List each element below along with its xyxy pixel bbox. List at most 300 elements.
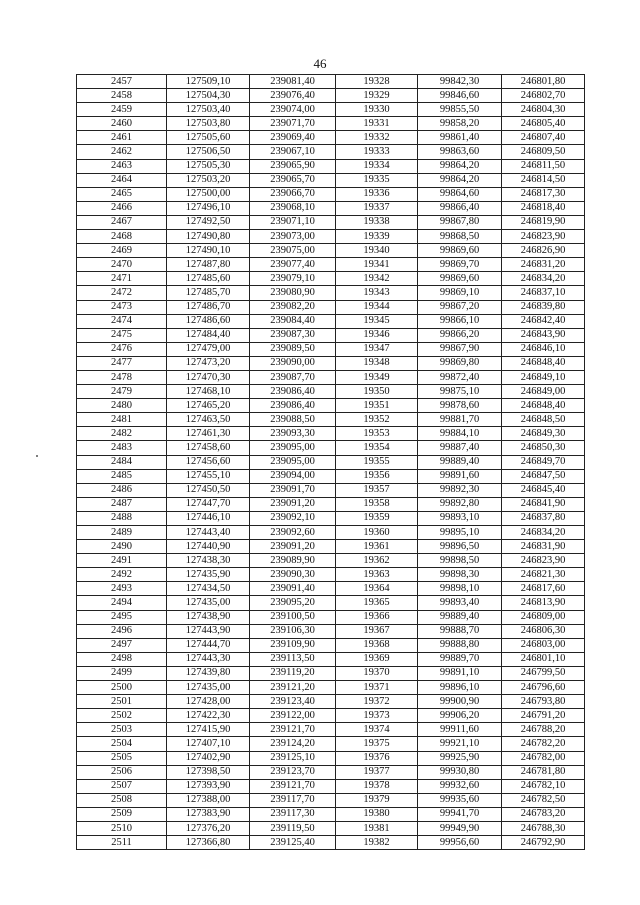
y-coordinate-b: 246850,30 [502, 441, 585, 455]
table-row [77, 666, 585, 680]
table-row [77, 201, 585, 215]
y-coordinate-a: 239109,90 [250, 638, 336, 652]
y-coordinate-a: 239095,00 [250, 441, 336, 455]
y-coordinate-b: 246849,30 [502, 427, 585, 441]
y-coordinate-a: 239086,40 [250, 385, 336, 399]
point-number-b: 19378 [336, 779, 418, 793]
x-coordinate-b: 99878,60 [418, 399, 502, 413]
x-coordinate-b: 99864,20 [418, 159, 502, 173]
y-coordinate-b: 246814,50 [502, 173, 585, 187]
y-coordinate-a: 239093,30 [250, 427, 336, 441]
x-coordinate-a: 127393,90 [167, 779, 250, 793]
y-coordinate-b: 246809,00 [502, 610, 585, 624]
x-coordinate-b: 99887,40 [418, 441, 502, 455]
x-coordinate-a: 127443,90 [167, 624, 250, 638]
x-coordinate-b: 99893,40 [418, 596, 502, 610]
x-coordinate-a: 127484,40 [167, 328, 250, 342]
y-coordinate-a: 239088,50 [250, 413, 336, 427]
x-coordinate-b: 99949,90 [418, 821, 502, 835]
point-number-b: 19331 [336, 117, 418, 131]
y-coordinate-a: 239121,70 [250, 779, 336, 793]
y-coordinate-a: 239084,40 [250, 314, 336, 328]
x-coordinate-b: 99898,50 [418, 554, 502, 568]
x-coordinate-a: 127383,90 [167, 807, 250, 821]
y-coordinate-b: 246799,50 [502, 666, 585, 680]
point-number-a: 2481 [77, 413, 167, 427]
point-number-b: 19356 [336, 469, 418, 483]
y-coordinate-a: 239091,20 [250, 540, 336, 554]
x-coordinate-b: 99956,60 [418, 836, 502, 850]
point-number-b: 19368 [336, 638, 418, 652]
y-coordinate-b: 246817,60 [502, 582, 585, 596]
point-number-a: 2466 [77, 201, 167, 215]
point-number-b: 19358 [336, 497, 418, 511]
point-number-b: 19340 [336, 244, 418, 258]
y-coordinate-b: 246841,90 [502, 497, 585, 511]
point-number-b: 19351 [336, 399, 418, 413]
point-number-a: 2491 [77, 554, 167, 568]
y-coordinate-b: 246849,70 [502, 455, 585, 469]
x-coordinate-a: 127439,80 [167, 666, 250, 680]
x-coordinate-a: 127398,50 [167, 765, 250, 779]
x-coordinate-b: 99867,90 [418, 342, 502, 356]
table-row [77, 187, 585, 201]
y-coordinate-a: 239068,10 [250, 201, 336, 215]
point-number-a: 2483 [77, 441, 167, 455]
y-coordinate-a: 239077,40 [250, 258, 336, 272]
y-coordinate-a: 239079,10 [250, 272, 336, 286]
y-coordinate-b: 246842,40 [502, 314, 585, 328]
x-coordinate-a: 127492,50 [167, 215, 250, 229]
table-row [77, 596, 585, 610]
point-number-a: 2465 [77, 187, 167, 201]
point-number-b: 19374 [336, 723, 418, 737]
table-row [77, 624, 585, 638]
x-coordinate-b: 99892,80 [418, 497, 502, 511]
x-coordinate-b: 99861,40 [418, 131, 502, 145]
y-coordinate-a: 239125,10 [250, 751, 336, 765]
y-coordinate-a: 239066,70 [250, 187, 336, 201]
y-coordinate-a: 239106,30 [250, 624, 336, 638]
table-row [77, 540, 585, 554]
y-coordinate-a: 239121,20 [250, 681, 336, 695]
point-number-a: 2495 [77, 610, 167, 624]
point-number-a: 2510 [77, 821, 167, 835]
x-coordinate-a: 127435,90 [167, 568, 250, 582]
y-coordinate-a: 239087,70 [250, 370, 336, 384]
y-coordinate-b: 246831,90 [502, 540, 585, 554]
point-number-b: 19362 [336, 554, 418, 568]
x-coordinate-b: 99889,40 [418, 455, 502, 469]
point-number-b: 19364 [336, 582, 418, 596]
x-coordinate-a: 127443,30 [167, 652, 250, 666]
y-coordinate-a: 239091,20 [250, 497, 336, 511]
table-row [77, 511, 585, 525]
x-coordinate-a: 127479,00 [167, 342, 250, 356]
y-coordinate-b: 246834,20 [502, 526, 585, 540]
point-number-a: 2470 [77, 258, 167, 272]
point-number-b: 19350 [336, 385, 418, 399]
point-number-a: 2486 [77, 483, 167, 497]
table-row [77, 765, 585, 779]
table-row [77, 342, 585, 356]
x-coordinate-a: 127388,00 [167, 793, 250, 807]
point-number-a: 2460 [77, 117, 167, 131]
point-number-a: 2473 [77, 300, 167, 314]
x-coordinate-b: 99884,10 [418, 427, 502, 441]
point-number-b: 19363 [336, 568, 418, 582]
point-number-b: 19372 [336, 695, 418, 709]
table-row [77, 751, 585, 765]
point-number-a: 2509 [77, 807, 167, 821]
y-coordinate-a: 239125,40 [250, 836, 336, 850]
x-coordinate-a: 127407,10 [167, 737, 250, 751]
table-row [77, 455, 585, 469]
point-number-a: 2508 [77, 793, 167, 807]
point-number-b: 19335 [336, 173, 418, 187]
y-coordinate-b: 246837,10 [502, 286, 585, 300]
y-coordinate-b: 246823,90 [502, 554, 585, 568]
point-number-a: 2511 [77, 836, 167, 850]
point-number-a: 2496 [77, 624, 167, 638]
y-coordinate-b: 246837,80 [502, 511, 585, 525]
point-number-b: 19379 [336, 793, 418, 807]
y-coordinate-a: 239122,00 [250, 709, 336, 723]
y-coordinate-b: 246801,80 [502, 75, 585, 89]
table-row [77, 427, 585, 441]
y-coordinate-a: 239074,00 [250, 103, 336, 117]
point-number-a: 2457 [77, 75, 167, 89]
point-number-b: 19371 [336, 681, 418, 695]
y-coordinate-a: 239071,70 [250, 117, 336, 131]
table-row [77, 793, 585, 807]
x-coordinate-b: 99891,10 [418, 666, 502, 680]
point-number-a: 2467 [77, 215, 167, 229]
y-coordinate-a: 239117,30 [250, 807, 336, 821]
y-coordinate-b: 246792,90 [502, 836, 585, 850]
y-coordinate-b: 246782,10 [502, 779, 585, 793]
point-number-a: 2477 [77, 356, 167, 370]
y-coordinate-a: 239081,40 [250, 75, 336, 89]
point-number-a: 2476 [77, 342, 167, 356]
point-number-b: 19345 [336, 314, 418, 328]
point-number-b: 19344 [336, 300, 418, 314]
y-coordinate-a: 239080,90 [250, 286, 336, 300]
coordinates-table-body [77, 75, 585, 850]
table-row [77, 469, 585, 483]
x-coordinate-a: 127415,90 [167, 723, 250, 737]
table-row [77, 681, 585, 695]
table-row [77, 244, 585, 258]
table-row [77, 117, 585, 131]
x-coordinate-b: 99867,80 [418, 215, 502, 229]
x-coordinate-b: 99935,60 [418, 793, 502, 807]
table-row [77, 145, 585, 159]
point-number-b: 19346 [336, 328, 418, 342]
x-coordinate-a: 127444,70 [167, 638, 250, 652]
y-coordinate-b: 246788,20 [502, 723, 585, 737]
x-coordinate-a: 127461,30 [167, 427, 250, 441]
point-number-a: 2501 [77, 695, 167, 709]
x-coordinate-a: 127485,60 [167, 272, 250, 286]
point-number-b: 19343 [336, 286, 418, 300]
y-coordinate-a: 239090,00 [250, 356, 336, 370]
x-coordinate-b: 99906,20 [418, 709, 502, 723]
point-number-b: 19332 [336, 131, 418, 145]
table-row [77, 314, 585, 328]
x-coordinate-a: 127485,70 [167, 286, 250, 300]
y-coordinate-a: 239119,20 [250, 666, 336, 680]
table-row [77, 399, 585, 413]
point-number-a: 2484 [77, 455, 167, 469]
point-number-b: 19369 [336, 652, 418, 666]
x-coordinate-a: 127447,70 [167, 497, 250, 511]
x-coordinate-a: 127509,10 [167, 75, 250, 89]
point-number-b: 19357 [336, 483, 418, 497]
x-coordinate-b: 99864,20 [418, 173, 502, 187]
point-number-a: 2497 [77, 638, 167, 652]
point-number-a: 2475 [77, 328, 167, 342]
table-row [77, 737, 585, 751]
x-coordinate-b: 99911,60 [418, 723, 502, 737]
x-coordinate-b: 99872,40 [418, 370, 502, 384]
x-coordinate-b: 99900,90 [418, 695, 502, 709]
table-row [77, 483, 585, 497]
y-coordinate-b: 246819,90 [502, 215, 585, 229]
y-coordinate-b: 246821,30 [502, 568, 585, 582]
x-coordinate-b: 99864,60 [418, 187, 502, 201]
y-coordinate-b: 246803,00 [502, 638, 585, 652]
y-coordinate-a: 239119,50 [250, 821, 336, 835]
table-row [77, 779, 585, 793]
point-number-b: 19333 [336, 145, 418, 159]
point-number-b: 19361 [336, 540, 418, 554]
table-row [77, 230, 585, 244]
y-coordinate-b: 246783,20 [502, 807, 585, 821]
point-number-b: 19354 [336, 441, 418, 455]
point-number-a: 2480 [77, 399, 167, 413]
table-row [77, 89, 585, 103]
table-row [77, 103, 585, 117]
x-coordinate-a: 127468,10 [167, 385, 250, 399]
point-number-a: 2494 [77, 596, 167, 610]
point-number-b: 19341 [336, 258, 418, 272]
point-number-a: 2479 [77, 385, 167, 399]
x-coordinate-a: 127470,30 [167, 370, 250, 384]
y-coordinate-a: 239071,10 [250, 215, 336, 229]
y-coordinate-b: 246791,20 [502, 709, 585, 723]
x-coordinate-a: 127490,80 [167, 230, 250, 244]
y-coordinate-a: 239091,40 [250, 582, 336, 596]
x-coordinate-a: 127473,20 [167, 356, 250, 370]
point-number-b: 19365 [336, 596, 418, 610]
y-coordinate-b: 246807,40 [502, 131, 585, 145]
table-row [77, 723, 585, 737]
point-number-a: 2493 [77, 582, 167, 596]
x-coordinate-b: 99896,10 [418, 681, 502, 695]
y-coordinate-b: 246849,10 [502, 370, 585, 384]
point-number-a: 2492 [77, 568, 167, 582]
point-number-b: 19349 [336, 370, 418, 384]
x-coordinate-a: 127503,80 [167, 117, 250, 131]
point-number-b: 19380 [336, 807, 418, 821]
table-row [77, 497, 585, 511]
y-coordinate-b: 246848,40 [502, 356, 585, 370]
y-coordinate-a: 239094,00 [250, 469, 336, 483]
point-number-a: 2499 [77, 666, 167, 680]
point-number-b: 19339 [336, 230, 418, 244]
y-coordinate-b: 246847,50 [502, 469, 585, 483]
table-row [77, 356, 585, 370]
y-coordinate-a: 239065,70 [250, 173, 336, 187]
x-coordinate-b: 99889,40 [418, 610, 502, 624]
y-coordinate-a: 239073,00 [250, 230, 336, 244]
x-coordinate-a: 127428,00 [167, 695, 250, 709]
table-row [77, 807, 585, 821]
x-coordinate-b: 99869,70 [418, 258, 502, 272]
x-coordinate-a: 127506,50 [167, 145, 250, 159]
y-coordinate-b: 246796,60 [502, 681, 585, 695]
x-coordinate-a: 127486,70 [167, 300, 250, 314]
table-row [77, 159, 585, 173]
point-number-a: 2458 [77, 89, 167, 103]
x-coordinate-a: 127422,30 [167, 709, 250, 723]
y-coordinate-b: 246818,40 [502, 201, 585, 215]
x-coordinate-a: 127463,50 [167, 413, 250, 427]
x-coordinate-b: 99888,70 [418, 624, 502, 638]
y-coordinate-b: 246826,90 [502, 244, 585, 258]
x-coordinate-b: 99866,40 [418, 201, 502, 215]
y-coordinate-b: 246781,80 [502, 765, 585, 779]
x-coordinate-a: 127505,30 [167, 159, 250, 173]
point-number-a: 2482 [77, 427, 167, 441]
y-coordinate-b: 246817,30 [502, 187, 585, 201]
margin-mark [36, 455, 38, 457]
table-row [77, 441, 585, 455]
x-coordinate-b: 99869,60 [418, 272, 502, 286]
point-number-a: 2507 [77, 779, 167, 793]
table-row [77, 215, 585, 229]
x-coordinate-a: 127458,60 [167, 441, 250, 455]
table-row [77, 568, 585, 582]
point-number-b: 19342 [336, 272, 418, 286]
y-coordinate-b: 246782,00 [502, 751, 585, 765]
x-coordinate-a: 127486,60 [167, 314, 250, 328]
x-coordinate-a: 127446,10 [167, 511, 250, 525]
x-coordinate-a: 127366,80 [167, 836, 250, 850]
x-coordinate-b: 99892,30 [418, 483, 502, 497]
x-coordinate-b: 99869,60 [418, 244, 502, 258]
x-coordinate-b: 99869,10 [418, 286, 502, 300]
table-row [77, 385, 585, 399]
y-coordinate-a: 239089,90 [250, 554, 336, 568]
table-row [77, 75, 585, 89]
x-coordinate-a: 127503,20 [167, 173, 250, 187]
point-number-a: 2504 [77, 737, 167, 751]
table-row [77, 821, 585, 835]
x-coordinate-b: 99921,10 [418, 737, 502, 751]
y-coordinate-a: 239092,60 [250, 526, 336, 540]
y-coordinate-a: 239087,30 [250, 328, 336, 342]
point-number-a: 2490 [77, 540, 167, 554]
table-row [77, 272, 585, 286]
table-row [77, 131, 585, 145]
x-coordinate-a: 127487,80 [167, 258, 250, 272]
table-row [77, 610, 585, 624]
point-number-b: 19328 [336, 75, 418, 89]
x-coordinate-b: 99881,70 [418, 413, 502, 427]
point-number-b: 19355 [336, 455, 418, 469]
point-number-a: 2461 [77, 131, 167, 145]
y-coordinate-a: 239123,40 [250, 695, 336, 709]
y-coordinate-b: 246843,90 [502, 328, 585, 342]
y-coordinate-a: 239090,30 [250, 568, 336, 582]
point-number-a: 2469 [77, 244, 167, 258]
x-coordinate-a: 127443,40 [167, 526, 250, 540]
table-row [77, 370, 585, 384]
point-number-a: 2506 [77, 765, 167, 779]
y-coordinate-b: 246845,40 [502, 483, 585, 497]
point-number-a: 2468 [77, 230, 167, 244]
point-number-a: 2489 [77, 526, 167, 540]
y-coordinate-a: 239123,70 [250, 765, 336, 779]
x-coordinate-a: 127450,50 [167, 483, 250, 497]
point-number-b: 19366 [336, 610, 418, 624]
point-number-b: 19376 [336, 751, 418, 765]
y-coordinate-b: 246831,20 [502, 258, 585, 272]
point-number-b: 19347 [336, 342, 418, 356]
x-coordinate-b: 99889,70 [418, 652, 502, 666]
x-coordinate-b: 99896,50 [418, 540, 502, 554]
y-coordinate-b: 246793,80 [502, 695, 585, 709]
point-number-b: 19329 [336, 89, 418, 103]
y-coordinate-a: 239121,70 [250, 723, 336, 737]
y-coordinate-a: 239082,20 [250, 300, 336, 314]
y-coordinate-b: 246848,40 [502, 399, 585, 413]
y-coordinate-a: 239089,50 [250, 342, 336, 356]
point-number-b: 19337 [336, 201, 418, 215]
point-number-b: 19353 [336, 427, 418, 441]
x-coordinate-a: 127376,20 [167, 821, 250, 835]
x-coordinate-b: 99941,70 [418, 807, 502, 821]
x-coordinate-b: 99930,80 [418, 765, 502, 779]
table-row [77, 709, 585, 723]
y-coordinate-b: 246813,90 [502, 596, 585, 610]
x-coordinate-b: 99846,60 [418, 89, 502, 103]
x-coordinate-a: 127435,00 [167, 681, 250, 695]
x-coordinate-a: 127434,50 [167, 582, 250, 596]
point-number-b: 19370 [336, 666, 418, 680]
point-number-a: 2500 [77, 681, 167, 695]
x-coordinate-a: 127490,10 [167, 244, 250, 258]
point-number-b: 19360 [336, 526, 418, 540]
y-coordinate-a: 239076,40 [250, 89, 336, 103]
table-row [77, 300, 585, 314]
table-row [77, 582, 585, 596]
point-number-a: 2472 [77, 286, 167, 300]
y-coordinate-a: 239067,10 [250, 145, 336, 159]
y-coordinate-b: 246846,10 [502, 342, 585, 356]
x-coordinate-b: 99932,60 [418, 779, 502, 793]
x-coordinate-a: 127504,30 [167, 89, 250, 103]
x-coordinate-a: 127500,00 [167, 187, 250, 201]
x-coordinate-b: 99869,80 [418, 356, 502, 370]
y-coordinate-b: 246809,50 [502, 145, 585, 159]
x-coordinate-b: 99868,50 [418, 230, 502, 244]
point-number-a: 2488 [77, 511, 167, 525]
y-coordinate-b: 246848,50 [502, 413, 585, 427]
x-coordinate-b: 99866,10 [418, 314, 502, 328]
